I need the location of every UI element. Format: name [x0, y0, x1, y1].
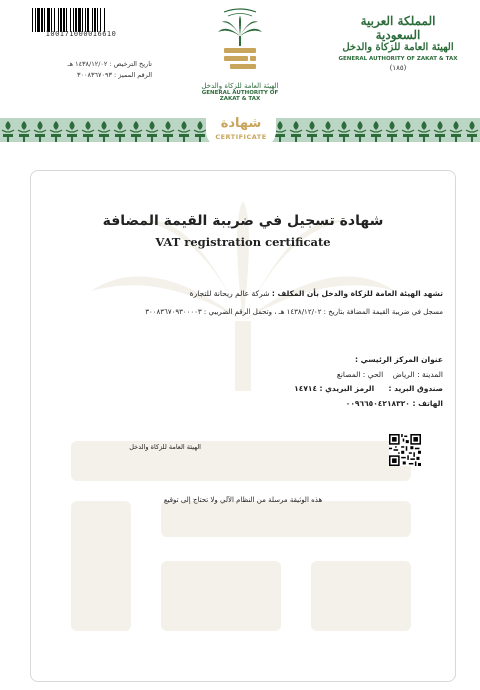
gazt-name-en: GENERAL AUTHORITY OF ZAKAT & TAX [338, 56, 458, 62]
taxpayer-name: شركة عالم ريحانة للتجارة [189, 289, 270, 298]
palm-logo-icon [210, 6, 270, 76]
gazt-center-logo [200, 6, 280, 102]
pobox-label: صندوق البريد : [388, 384, 443, 393]
barcode-number: 100171000016610 [45, 30, 117, 38]
certificate-title-en: VAT registration certificate [155, 235, 331, 249]
issuer-name: الهيئة العامة للزكاة والدخل [129, 443, 201, 451]
badge-label-en: CERTIFICATE [215, 133, 267, 141]
city-label: المدينة : [417, 370, 443, 379]
certificate-card [30, 170, 456, 682]
phone-value: ٠٠٩٦٦٥٠٤٢١٨٣٢٠ [345, 399, 410, 408]
phone-line [43, 399, 443, 408]
postal-value: ١٤٧١٤ [294, 384, 318, 393]
postal-label: الرمز البريدي : [319, 384, 375, 393]
address-pobox-postal [43, 384, 443, 393]
registration-line: مسجل في ضريبة القيمة المضافة بتاريخ : ١٤٣٨/١٢/٠٢ هـ ، وتحمل الرقم الضريبي : ٣٠٠٨٣٦٧٠٩٣٠٠٠٠٣ [145, 308, 443, 316]
no-signature-note: هذه الوثيقة مرسلة من النظام الآلي ولا تحتاج إلى توقيع [163, 496, 323, 504]
license-date: تاريخ الترخيص : ١٤٣٨/١٢/٠٢ هـ [67, 60, 152, 68]
gazt-right-logo [338, 14, 458, 72]
center-logo-caption-en: GENERAL AUTHORITY OF ZAKAT & TAX [201, 90, 279, 102]
district-value: المصانع [336, 370, 361, 379]
address-city-district [43, 370, 443, 379]
kingdom-name: المملكة العربية السعودية [360, 14, 436, 42]
address-heading: عنوان المركز الرئيسي : [355, 355, 443, 364]
attest-line [43, 289, 443, 298]
form-number: (١٨٥) [389, 64, 407, 72]
certificate-title-ar: شهادة تسجيل في ضريبة القيمة المضافة [102, 213, 384, 229]
phone-label: الهاتف : [412, 399, 443, 408]
center-logo-caption-ar: الهيئة العامة للزكاة والدخل [201, 82, 279, 90]
badge-label-ar: شهادة [220, 116, 262, 131]
certificate-badge [206, 113, 276, 149]
barcode [32, 8, 130, 32]
gazt-name-ar: الهيئة العامة للزكاة والدخل [342, 42, 454, 53]
qr-code-icon [389, 434, 421, 466]
city-value: الرياض [392, 370, 415, 379]
attest-label: تشهد الهيئة العامة للزكاة والدخل بأن المكلف : [271, 289, 443, 298]
distinguished-number: الرقم المميز : ٣٠٠٨٣٦٧٠٩٣ [77, 71, 152, 79]
district-label: الحي : [362, 370, 384, 379]
